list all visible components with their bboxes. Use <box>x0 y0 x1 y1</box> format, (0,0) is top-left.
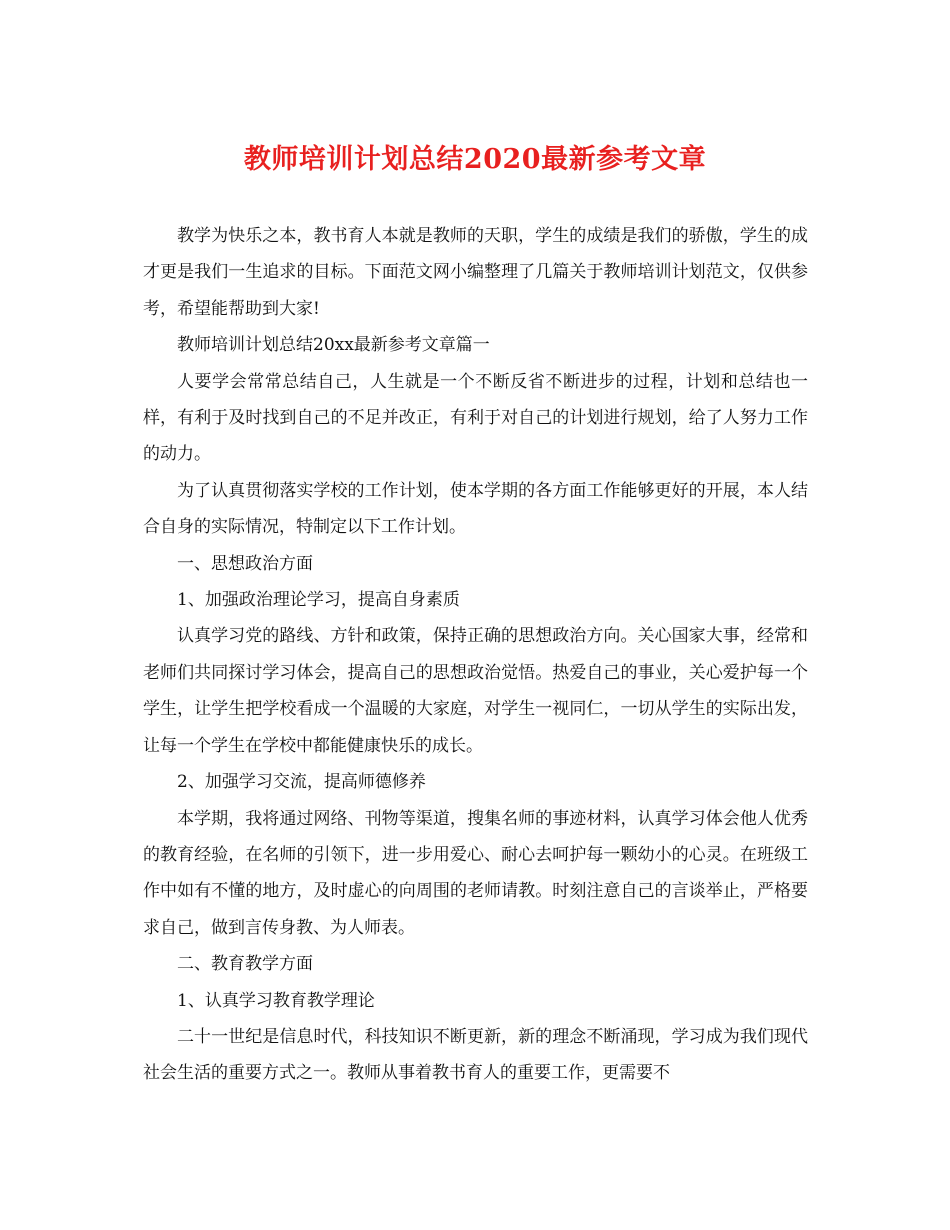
document-title: 教师培训计划总结2020最新参考文章 <box>243 144 707 175</box>
body-paragraph: 认真学习党的路线、方针和政策，保持正确的思想政治方向。关心国家大事，经常和老师们共同探讨学习体会，提高自己的思想政治觉悟。热爱自己的事业，关心爱护每一个学生，让学生把学校看成一个温暖的大家庭，对学生一视同仁，一切从学生的实际出发，让每一个学生在学校中都能健康快乐的成长。 <box>143 626 808 756</box>
subsection-heading: 2、加强学习交流，提高师德修养 <box>177 772 426 793</box>
body-paragraph: 本学期，我将通过网络、刊物等渠道，搜集名师的事迹材料，认真学习体会他人优秀的教育经验，在名师的引领下，进一步用爱心、耐心去呵护每一颗幼小的心灵。在班级工作中如有不懂的地方，及时虚心的向周围的老师请教。时刻注意自己的言谈举止，严格要求自己，做到言传身教、为人师表。 <box>143 808 808 938</box>
body-paragraph: 为了认真贯彻落实学校的工作计划，使本学期的各方面工作能够更好的开展，本人结合自身的实际情况，特制定以下工作计划。 <box>143 480 808 538</box>
article-heading: 教师培训计划总结20xx最新参考文章篇一 <box>177 335 490 356</box>
section-heading: 二、教育教学方面 <box>177 954 313 975</box>
section-heading: 一、思想政治方面 <box>177 553 313 574</box>
intro-paragraph: 教学为快乐之本，教书育人本就是教师的天职，学生的成绩是我们的骄傲，学生的成才更是我们一生追求的目标。下面范文网小编整理了几篇关于教师培训计划范文，仅供参考，希望能帮助到大家! <box>143 226 808 319</box>
body-paragraph: 人要学会常常总结自己，人生就是一个不断反省不断进步的过程，计划和总结也一样，有利于及时找到自己的不足并改正，有利于对自己的计划进行规划，给了人努力工作的动力。 <box>143 371 808 465</box>
body-paragraph: 二十一世纪是信息时代，科技知识不断更新，新的理念不断涌现，学习成为我们现代社会生活的重要方式之一。教师从事着教书育人的重要工作，更需要不 <box>143 1026 808 1084</box>
subsection-heading: 1、认真学习教育教学理论 <box>177 990 375 1011</box>
document-body <box>143 218 808 1092</box>
subsection-heading: 1、加强政治理论学习，提高自身素质 <box>177 590 460 611</box>
